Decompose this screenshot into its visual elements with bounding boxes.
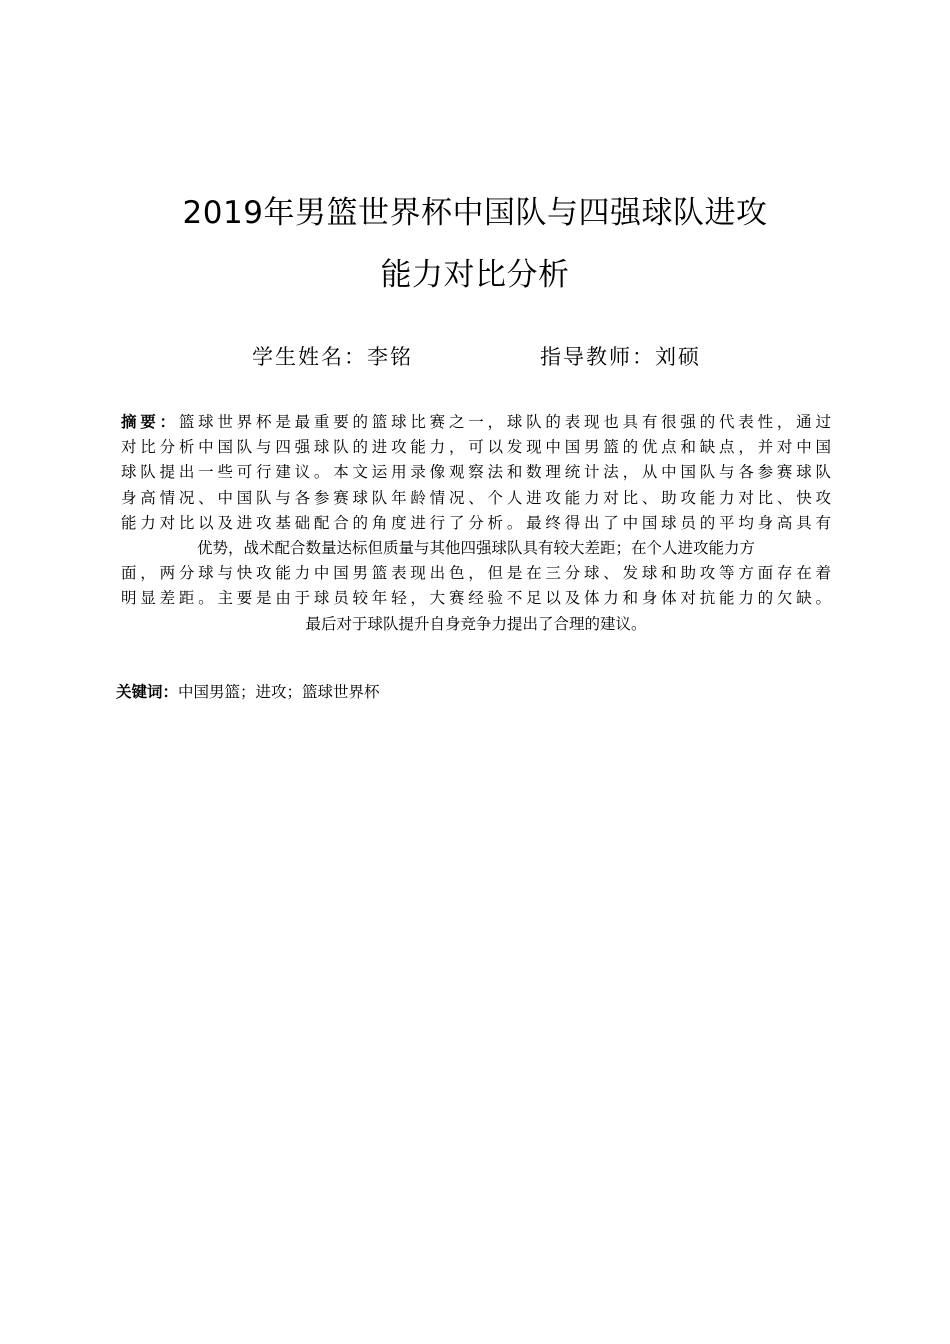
abstract-line-7: 面，两分球与快攻能力中国男篮表现出色，但是在三分球、发球和助攻等方面存在着 [121, 564, 831, 583]
keywords-value: 中国男篮；进攻；篮球世界杯 [178, 683, 380, 701]
paper-title-line-2: 能力对比分析 [380, 257, 570, 293]
keywords-section [116, 680, 380, 704]
abstract-section [121, 410, 831, 637]
keywords-label: 关键词： [116, 683, 179, 701]
abstract-text: 篮球世界杯是最重要的篮球比赛之一，球队的表现也具有很强的代表性，通过 [178, 413, 831, 431]
advisor-name: 指导教师：刘硕 [540, 345, 701, 369]
abstract-label: 摘要： [121, 413, 179, 431]
abstract-line-9: 最后对于球队提升自身竞争力提出了合理的建议。 [305, 614, 647, 633]
student-name: 学生姓名：李铭 [252, 345, 413, 369]
paper-title-line-1: 2019年男篮世界杯中国队与四强球队进攻 [182, 195, 768, 231]
abstract-line-2: 对比分析中国队与四强球队的进攻能力，可以发现中国男篮的优点和缺点，并对中国 [121, 438, 831, 457]
abstract-line-8: 明显差距。主要是由于球员较年轻，大赛经验不足以及体力和身体对抗能力的欠缺。 [121, 589, 831, 608]
abstract-line-3: 球队提出一些可行建议。本文运用录像观察法和数理统计法，从中国队与各参赛球队 [121, 463, 831, 482]
abstract-line-6: 优势，战术配合数量达标但质量与其他四强球队具有较大差距；在个人进攻能力方 [196, 538, 755, 557]
abstract-line-5: 能力对比以及进攻基础配合的角度进行了分析。最终得出了中国球员的平均身高具有 [121, 513, 831, 532]
abstract-line-4: 身高情况、中国队与各参赛球队年龄情况、个人进攻能力对比、助攻能力对比、快攻 [121, 488, 831, 507]
abstract-line-1 [121, 410, 831, 435]
